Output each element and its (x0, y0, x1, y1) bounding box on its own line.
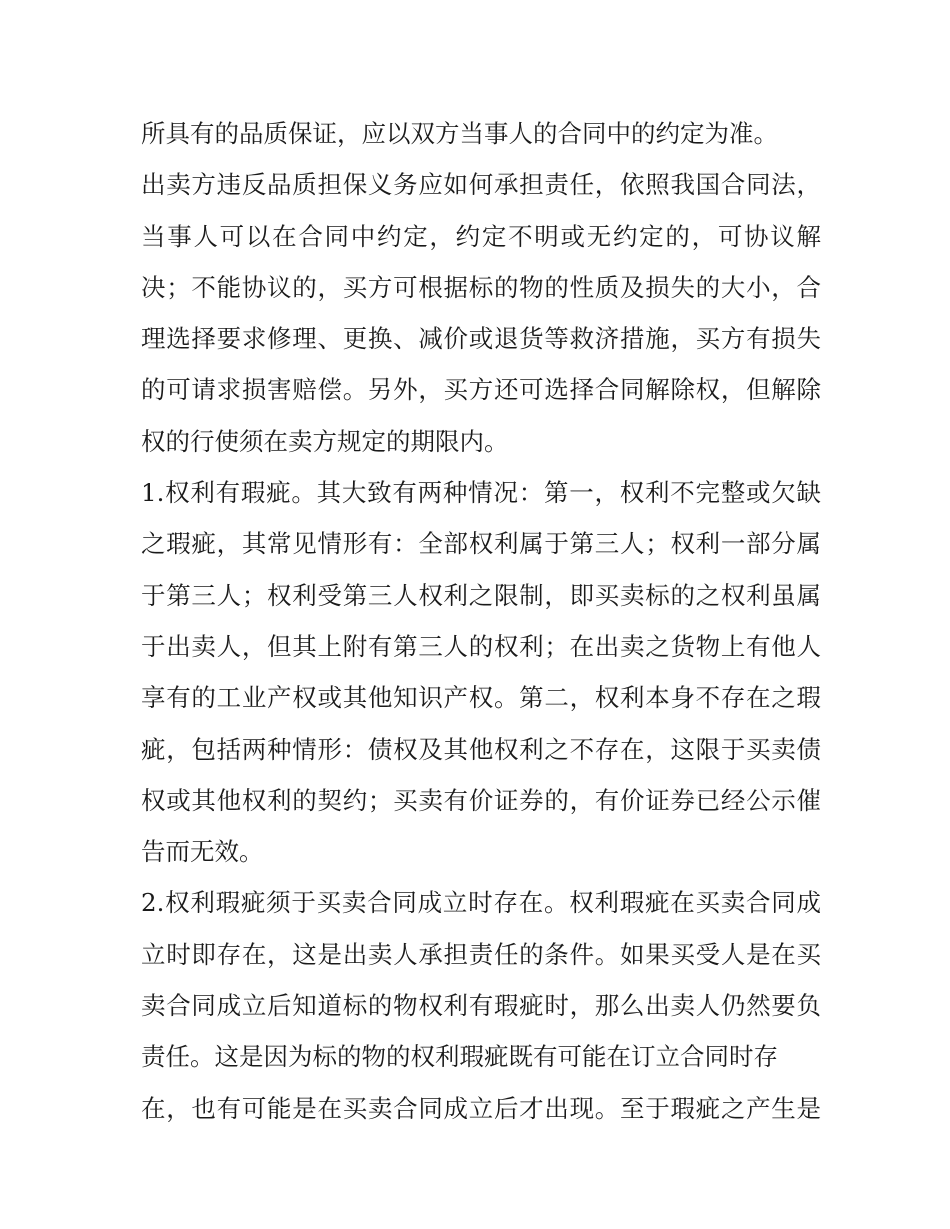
text-line: 告而无效。 (141, 837, 264, 867)
text-line: 责任。这是因为标的物的权利瑕疵既有可能在订立合同时存 (141, 1042, 778, 1072)
text-line: 1.权利有瑕疵。其大致有两种情况：第一，权利不完整或欠缺 (141, 478, 821, 508)
text-line: 卖合同成立后知道标的物权利有瑕疵时，那么出卖人仍然要负 (141, 991, 821, 1021)
text-line: 于出卖人，但其上附有第三人的权利；在出卖之货物上有他人 (141, 631, 821, 661)
text-line: 权的行使须在卖方规定的期限内。 (141, 426, 509, 456)
text-line: 享有的工业产权或其他知识产权。第二，权利本身不存在之瑕 (141, 683, 821, 713)
text-line: 理选择要求修理、更换、减价或退货等救济措施，买方有损失 (141, 324, 821, 354)
text-line: 当事人可以在合同中约定，约定不明或无约定的，可协议解 (141, 221, 821, 251)
text-line: 2.权利瑕疵须于买卖合同成立时存在。权利瑕疵在买卖合同成 (141, 888, 821, 918)
text-line: 在，也有可能是在买卖合同成立后才出现。至于瑕疵之产生是 (141, 1093, 821, 1123)
text-line: 的可请求损害赔偿。另外，买方还可选择合同解除权，但解除 (141, 375, 821, 405)
text-line: 出卖方违反品质担保义务应如何承担责任，依照我国合同法， (141, 170, 821, 200)
text-line: 所具有的品质保证，应以双方当事人的合同中的约定为准。 (141, 119, 778, 148)
text-line: 权或其他权利的契约；买卖有价证券的，有价证券已经公示催 (141, 785, 821, 815)
text-line: 于第三人；权利受第三人权利之限制，即买卖标的之权利虽属 (141, 580, 821, 610)
text-line: 之瑕疵，其常见情形有：全部权利属于第三人；权利一部分属 (141, 529, 821, 559)
text-line: 疵，包括两种情形：债权及其他权利之不存在，这限于买卖债 (141, 734, 821, 764)
text-line: 立时即存在，这是出卖人承担责任的条件。如果买受人是在买 (141, 939, 821, 969)
document-body (141, 108, 821, 1134)
text-line: 决；不能协议的，买方可根据标的物的性质及损失的大小，合 (141, 272, 821, 302)
